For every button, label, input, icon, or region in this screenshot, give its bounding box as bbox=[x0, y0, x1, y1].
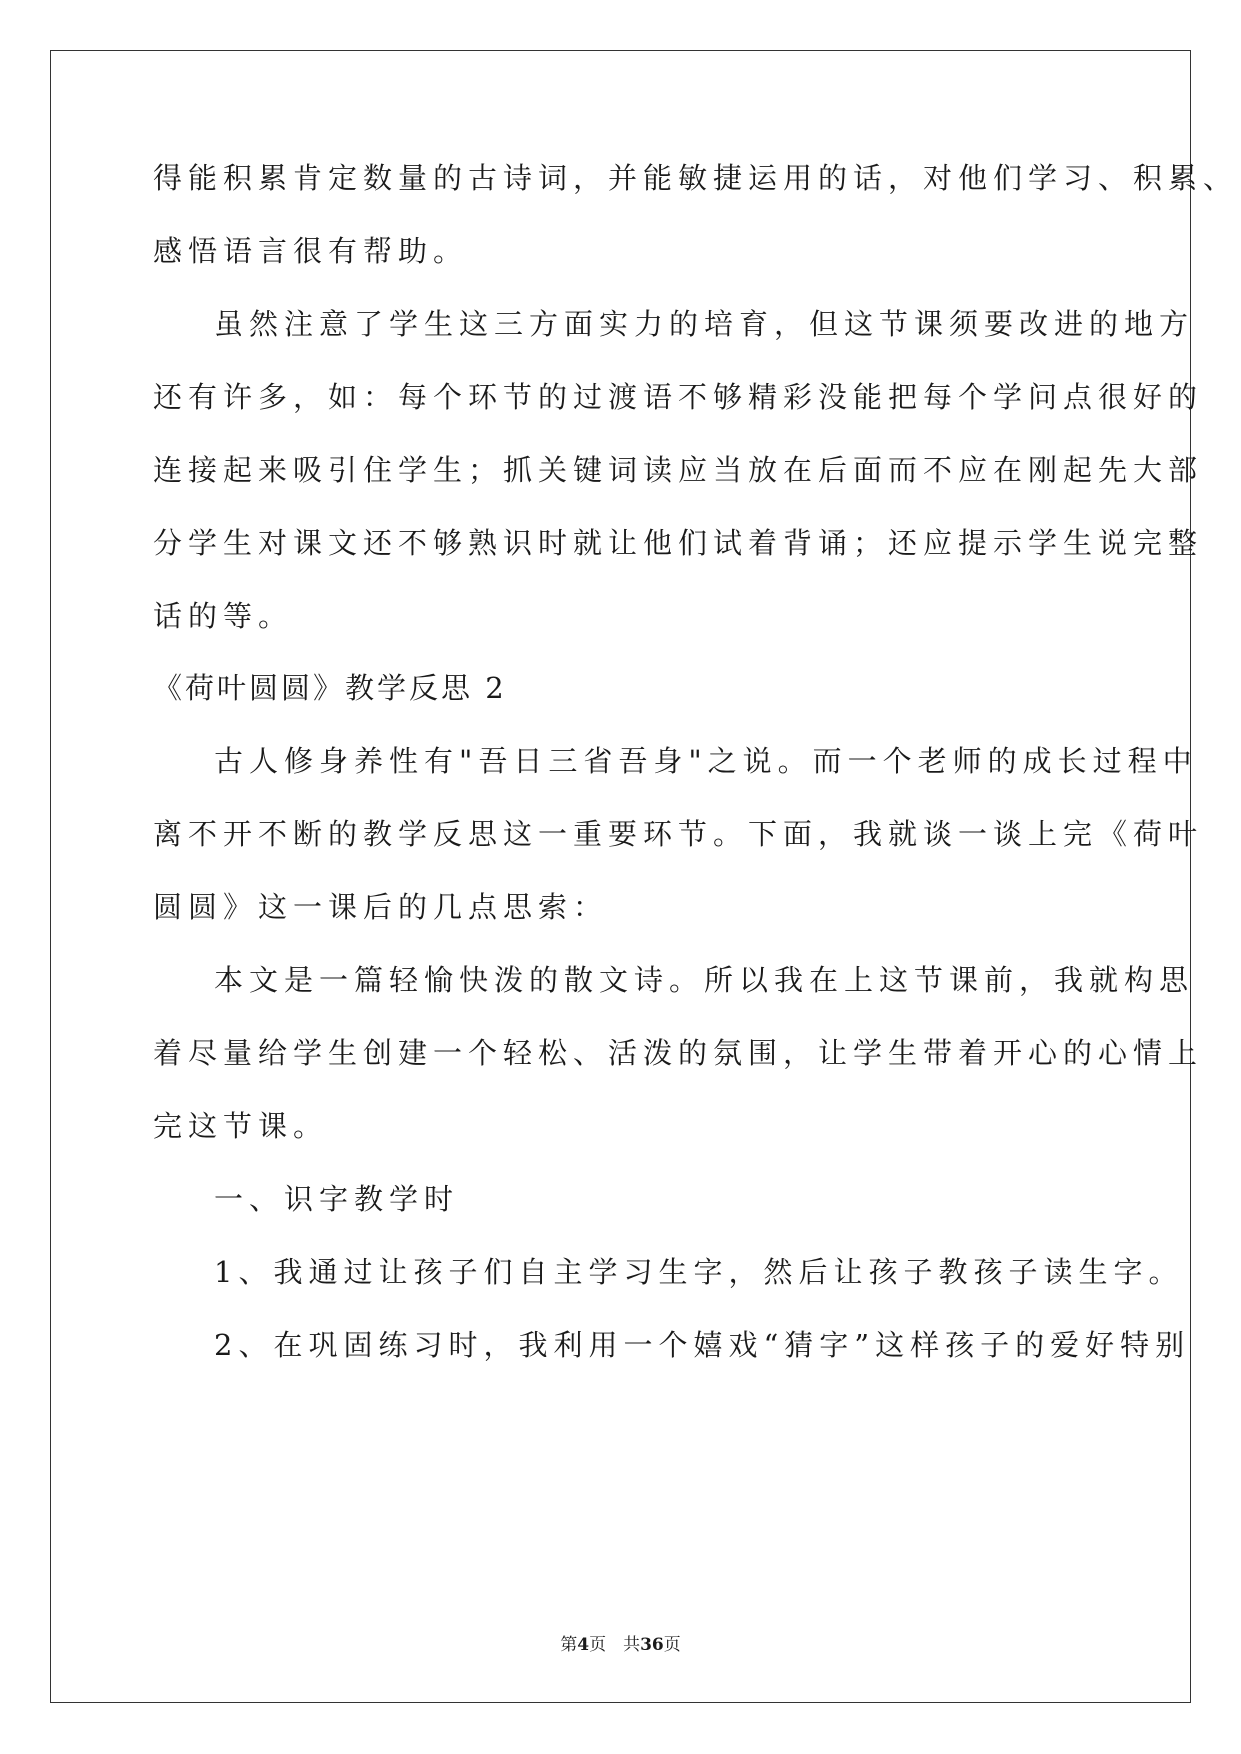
text-line: 还有许多，如：每个环节的过渡语不够精彩没能把每个学问点很好的 bbox=[153, 380, 1204, 414]
section-heading: 《荷叶圆圆》教学反思 2 bbox=[153, 671, 507, 705]
subheading: 一、识字教学时 bbox=[214, 1182, 460, 1216]
current-page-number: 4 bbox=[577, 1635, 590, 1655]
text-line: 分学生对课文还不够熟识时就让他们试着背诵；还应提示学生说完整 bbox=[153, 526, 1204, 560]
footer-suffix: 页 bbox=[663, 1635, 681, 1655]
page-footer bbox=[0, 1633, 1241, 1657]
total-page-count: 36 bbox=[640, 1635, 664, 1655]
text-line: 感悟语言很有帮助。 bbox=[153, 234, 469, 268]
text-line: 连接起来吸引住学生；抓关键词读应当放在后面而不应在刚起先大部 bbox=[153, 453, 1204, 487]
footer-prefix: 第 bbox=[560, 1635, 578, 1655]
page-border bbox=[50, 50, 1191, 1703]
list-item: 2、在巩固练习时，我利用一个嬉戏“猜字”这样孩子的爱好特别 bbox=[214, 1328, 1191, 1362]
text-line: 着尽量给学生创建一个轻松、活泼的氛围，让学生带着开心的心情上 bbox=[153, 1036, 1204, 1070]
footer-mid: 页 共 bbox=[589, 1635, 641, 1655]
paragraph-start: 古人修身养性有"吾日三省吾身"之说。而一个老师的成长过程中 bbox=[214, 744, 1198, 778]
text-line: 完这节课。 bbox=[153, 1109, 329, 1143]
text-line: 话的等。 bbox=[153, 599, 294, 633]
paragraph-start: 本文是一篇轻愉快泼的散文诗。所以我在上这节课前，我就构思 bbox=[214, 963, 1195, 997]
paragraph-start: 虽然注意了学生这三方面实力的培育，但这节课须要改进的地方 bbox=[214, 307, 1195, 341]
text-line: 离不开不断的教学反思这一重要环节。下面，我就谈一谈上完《荷叶 bbox=[153, 817, 1204, 851]
list-item: 1、我通过让孩子们自主学习生字，然后让孩子教孩子读生字。 bbox=[214, 1255, 1184, 1289]
text-line: 得能积累肯定数量的古诗词，并能敏捷运用的话，对他们学习、积累、 bbox=[153, 161, 1239, 195]
text-line: 圆圆》这一课后的几点思索： bbox=[153, 890, 609, 924]
